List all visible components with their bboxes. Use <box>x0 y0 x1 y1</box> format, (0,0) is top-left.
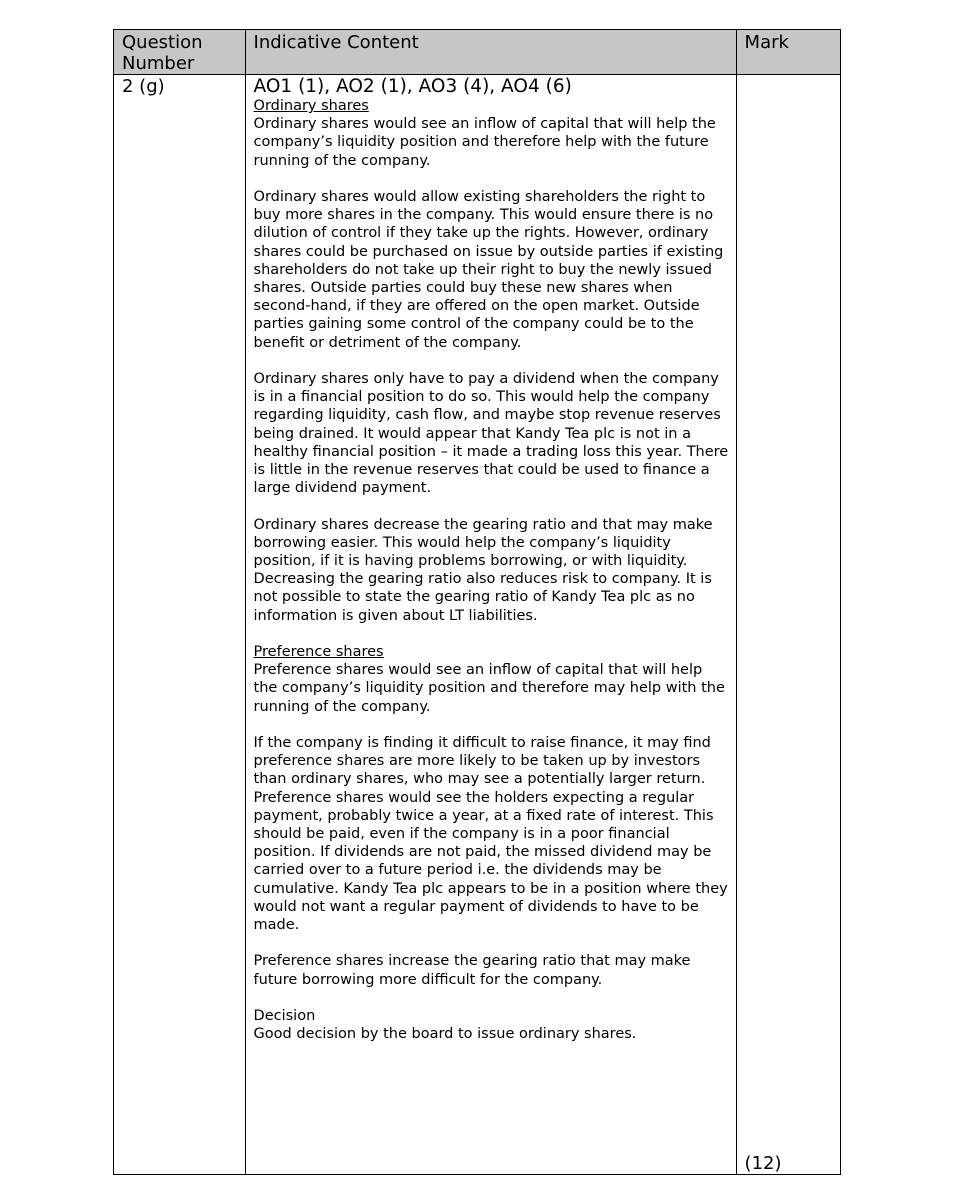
preference-shares-paragraph-2: If the company is finding it difficult to raise finance, it may find preference shares are more likely to be taken up by investors than ordinary shares, who may see a potentially larger return. Preference shares would see the holders expecting a regular payment, probably twice a year, at a fixed rate of interest. This should be paid, even if the company is in a poor financial position. If dividends are not paid, the missed dividend may be carried over to a future period i.e. the dividends may be cumulative. Kandy Tea plc appears to be in a position where they would not want a regular payment of dividends to have to be made. <box>253 735 728 934</box>
preference-shares-paragraph-1: Preference shares would see an inflow of capital that will help the company’s liquidity position and therefore may help with the running of the company. <box>253 662 725 715</box>
question-number: 2 (g) <box>122 76 165 97</box>
decision-text: Good decision by the board to issue ordinary shares. <box>253 1026 637 1043</box>
preference-shares-heading: Preference shares <box>253 644 384 661</box>
assessment-objectives: AO1 (1), AO2 (1), AO3 (4), AO4 (6) <box>253 76 572 97</box>
total-mark: (12) <box>744 1153 782 1174</box>
question-row <box>114 75 841 1175</box>
header-row <box>114 30 841 75</box>
indicative-content-cell <box>245 75 736 1175</box>
ordinary-shares-paragraph-1: Ordinary shares would see an inflow of capital that will help the company’s liquidity position and therefore help with the future running of the company. <box>253 116 716 169</box>
ordinary-shares-heading: Ordinary shares <box>253 98 369 114</box>
question-number-cell <box>114 75 246 1175</box>
decision-heading: Decision <box>253 1008 316 1025</box>
ordinary-shares-paragraph-3: Ordinary shares only have to pay a dividend when the company is in a financial position to do so. This would help the company regarding liquidity, cash flow, and maybe stop revenue reserves being drained. It would appear that Kandy Tea plc is not in a healthy financial position – it made a trading loss this year. There is little in the revenue reserves that could be used to finance a large dividend payment. <box>253 371 729 497</box>
header-indicative-content: Indicative Content <box>245 30 736 75</box>
mark-cell <box>736 75 840 1175</box>
preference-shares-paragraph-3: Preference shares increase the gearing ratio that may make future borrowing more difficult for the company. <box>253 953 691 988</box>
header-question-number: Question Number <box>114 30 246 75</box>
mark-scheme-table <box>113 29 841 1175</box>
ordinary-shares-paragraph-4: Ordinary shares decrease the gearing ratio and that may make borrowing easier. This would help the company’s liquidity position, if it is having problems borrowing, or with liquidity. Decreasing the gearing ratio also reduces risk to company. It is not possible to state the gearing ratio of Kandy Tea plc as no information is given about LT liabilities. <box>253 516 713 624</box>
ordinary-shares-paragraph-2: Ordinary shares would allow existing shareholders the right to buy more shares in the company. This would ensure there is no dilution of control if they take up the rights. However, ordinary shares could be purchased on issue by outside parties if existing shareholders do not take up their right to buy the newly issued shares. Outside parties could buy these new shares when second-hand, if they are offered on the open market. Outside parties gaining some control of the company could be to the benefit or detriment of the company. <box>253 189 724 351</box>
header-mark: Mark <box>736 30 840 75</box>
